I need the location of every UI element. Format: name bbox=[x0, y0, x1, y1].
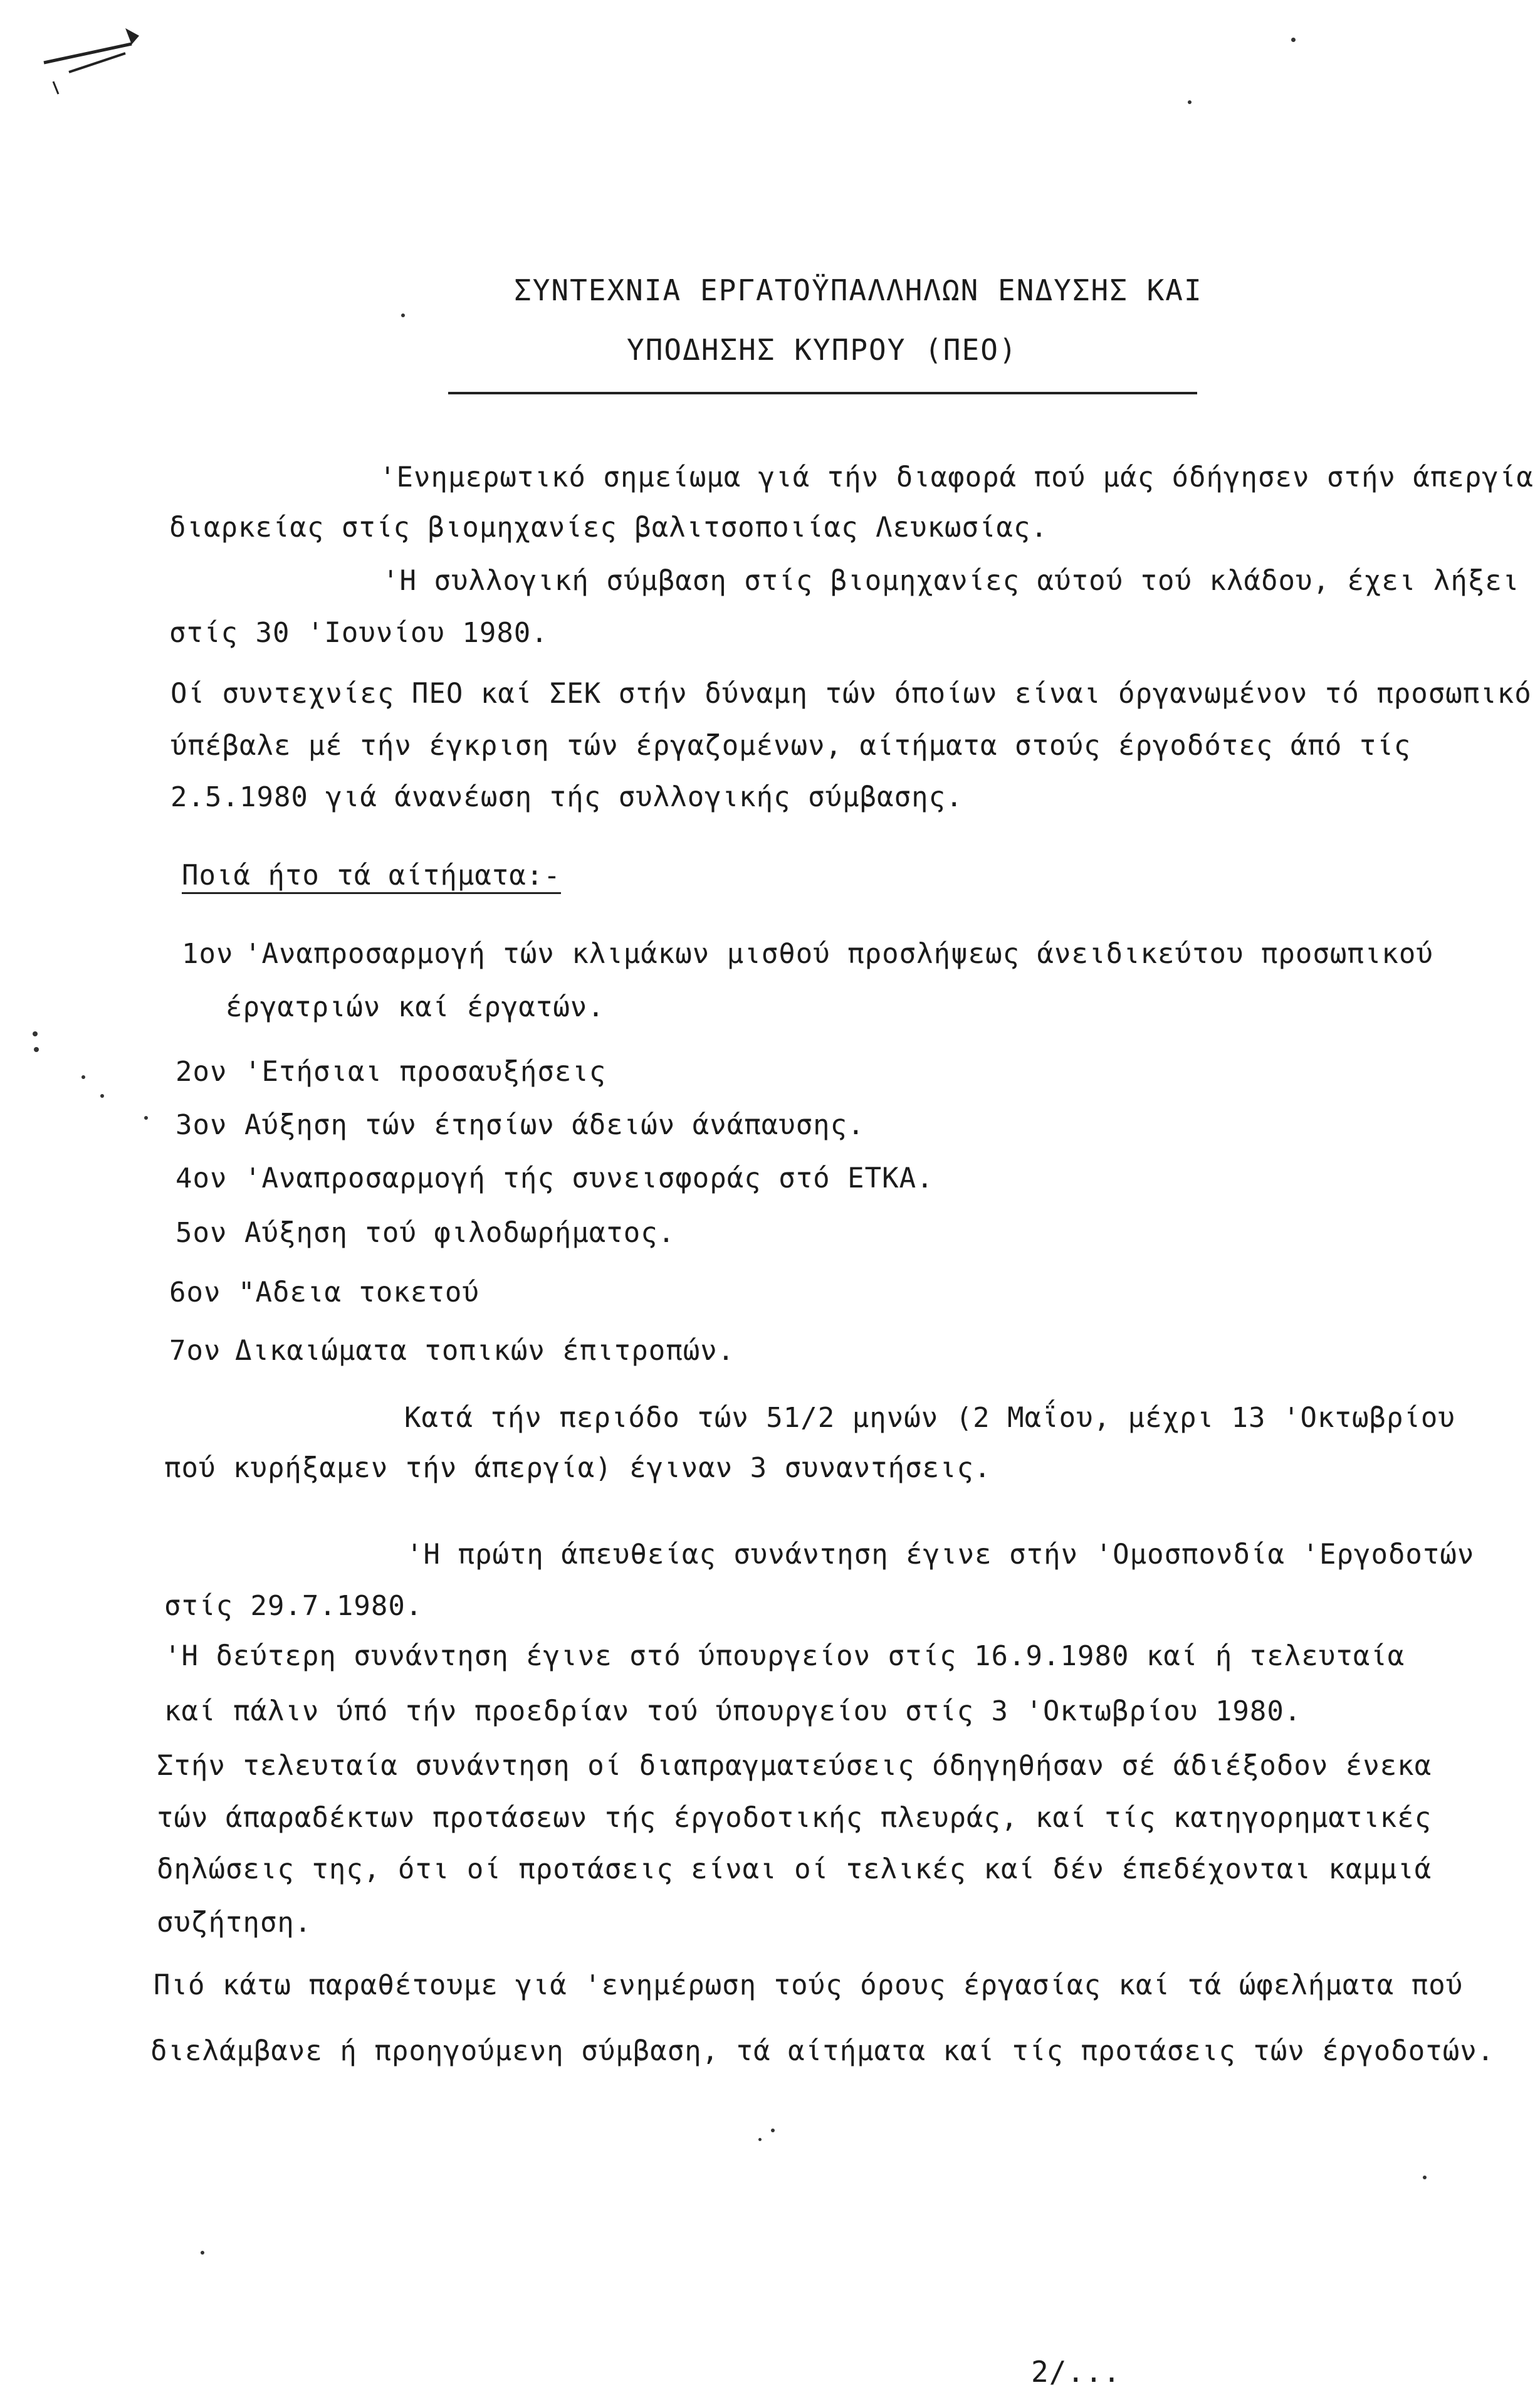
intro-paragraph-2: 'Η συλλογική σύμβαση στίς βιομηχανίες αύτού τού κλάδου, έχει λήξει bbox=[382, 565, 1520, 597]
title-rule bbox=[448, 392, 1197, 394]
demands-heading: Ποιά ήτο τά αίτήματα:- bbox=[182, 862, 561, 894]
scan-speck bbox=[201, 2251, 204, 2255]
body-paragraph-5-cont: στίς 29.7.1980. bbox=[164, 1590, 423, 1622]
demand-number: 7ον bbox=[169, 1335, 221, 1367]
scan-speck bbox=[401, 313, 405, 317]
scan-speck bbox=[1188, 100, 1192, 104]
body-paragraph-7-cont: τών άπαραδέκτων προτάσεων τής έργοδοτικής πλευράς, καί τίς κατηγορηματικές bbox=[157, 1802, 1432, 1834]
scan-speck bbox=[81, 1075, 85, 1079]
body-paragraph-6-cont: καί πάλιν ύπό τήν προεδρίαν τού ύπουργείου στίς 3 'Οκτωβρίου 1980. bbox=[164, 1695, 1302, 1727]
scan-speck bbox=[1423, 2176, 1427, 2179]
body-paragraph-4-cont: πού κυρήξαμεν τήν άπεργία) έγιναν 3 συναντήσεις. bbox=[164, 1452, 992, 1484]
demand-text: Δικαιώματα τοπικών έπιτροπών. bbox=[235, 1335, 735, 1367]
scan-mark bbox=[25, 13, 144, 100]
scan-speck bbox=[144, 1116, 148, 1120]
body-paragraph-8-cont: διελάμβανε ή προηγούμενη σύμβαση, τά αίτήματα καί τίς προτάσεις τών έργοδοτών. bbox=[150, 2035, 1495, 2067]
demand-text: 'Αναπροσαρμογή τής συνεισφοράς στό ΕΤΚΑ. bbox=[244, 1162, 934, 1194]
scan-speck bbox=[34, 1047, 39, 1052]
body-paragraph-6: 'Η δεύτερη συνάντηση έγινε στό ύπουργείον στίς 16.9.1980 καί ή τελευταία bbox=[164, 1640, 1405, 1672]
body-paragraph-8: Πιό κάτω παραθέτουμε γιά 'ενημέρωση τούς όρους έργασίας καί τά ώφελήματα πού bbox=[154, 1969, 1464, 2001]
document-title-line2: ΥΠΟΔΗΣΗΣ ΚΥΠΡΟΥ (ΠΕΟ) bbox=[627, 333, 1018, 367]
body-paragraph-7: Στήν τελευταία συνάντηση οί διαπραγματεύσεις όδηγηθήσαν σέ άδιέξοδον ένεκα bbox=[157, 1750, 1432, 1782]
intro-paragraph-3-cont: ύπέβαλε μέ τήν έγκριση τών έργαζομένων, αίτήματα στούς έργοδότες άπό τίς bbox=[170, 730, 1412, 762]
body-paragraph-7-cont2: δηλώσεις της, ότι οί προτάσεις είναι οί τελικές καί δέν έπεδέχονται καμμιά bbox=[157, 1853, 1432, 1885]
scan-speck bbox=[758, 2138, 762, 2141]
scan-speck bbox=[1291, 38, 1296, 42]
demand-number: 4ον bbox=[175, 1162, 228, 1194]
demand-number: 5ον bbox=[175, 1217, 228, 1249]
demand-text: Αύξηση τού φιλοδωρήματος. bbox=[244, 1217, 676, 1249]
scan-speck bbox=[771, 2129, 775, 2132]
demand-text: 'Αναπροσαρμογή τών κλιμάκων μισθού προσλήψεως άνειδικεύτου προσωπικού bbox=[244, 938, 1433, 970]
intro-paragraph-3-cont2: 2.5.1980 γιά άνανέωση τής συλλογικής σύμβασης. bbox=[170, 781, 963, 813]
intro-paragraph-2-cont: στίς 30 'Ιουνίου 1980. bbox=[169, 617, 548, 649]
body-paragraph-5: 'Η πρώτη άπευθείας συνάντηση έγινε στήν 'Ομοσπονδία 'Εργοδοτών bbox=[406, 1539, 1475, 1571]
document-title: ΣΥΝΤΕΧΝΙΑ ΕΡΓΑΤΟΫΠΑΛΛΗΛΩΝ ΕΝΔΥΣΗΣ ΚΑΙ bbox=[514, 273, 1203, 307]
demand-text-cont: έργατριών καί έργατών. bbox=[226, 991, 605, 1023]
demand-number: 2ον bbox=[175, 1056, 228, 1088]
demand-text: 'Ετήσιαι προσαυξήσεις bbox=[244, 1056, 607, 1088]
intro-paragraph-1-cont: διαρκείας στίς βιομηχανίες βαλιτσοποιίας Λευκωσίας. bbox=[169, 512, 1049, 544]
demand-number: 1ον bbox=[182, 938, 234, 970]
demand-text: "Αδεια τοκετού bbox=[238, 1276, 479, 1308]
demand-number: 6ον bbox=[169, 1276, 221, 1308]
demand-text: Αύξηση τών έτησίων άδειών άνάπαυσης. bbox=[244, 1109, 865, 1141]
scan-speck bbox=[33, 1031, 38, 1036]
body-paragraph-4: Κατά τήν περιόδο τών 51/2 μηνών (2 Μαΐου, μέχρι 13 'Οκτωβρίου bbox=[404, 1402, 1455, 1434]
body-paragraph-7-cont3: συζήτηση. bbox=[157, 1907, 312, 1939]
intro-paragraph-3: Οί συντεχνίες ΠΕΟ καί ΣΕΚ στήν δύναμη τών όποίων είναι όργανωμένον τό προσωπικό bbox=[170, 678, 1532, 710]
demand-number: 3ον bbox=[175, 1109, 228, 1141]
page-continuation-marker: 2/... bbox=[1031, 2355, 1121, 2389]
intro-paragraph-1: 'Ενημερωτικό σημείωμα γιά τήν διαφορά πού μάς όδήγησεν στήν άπεργία bbox=[379, 461, 1534, 493]
scan-speck bbox=[100, 1094, 104, 1098]
